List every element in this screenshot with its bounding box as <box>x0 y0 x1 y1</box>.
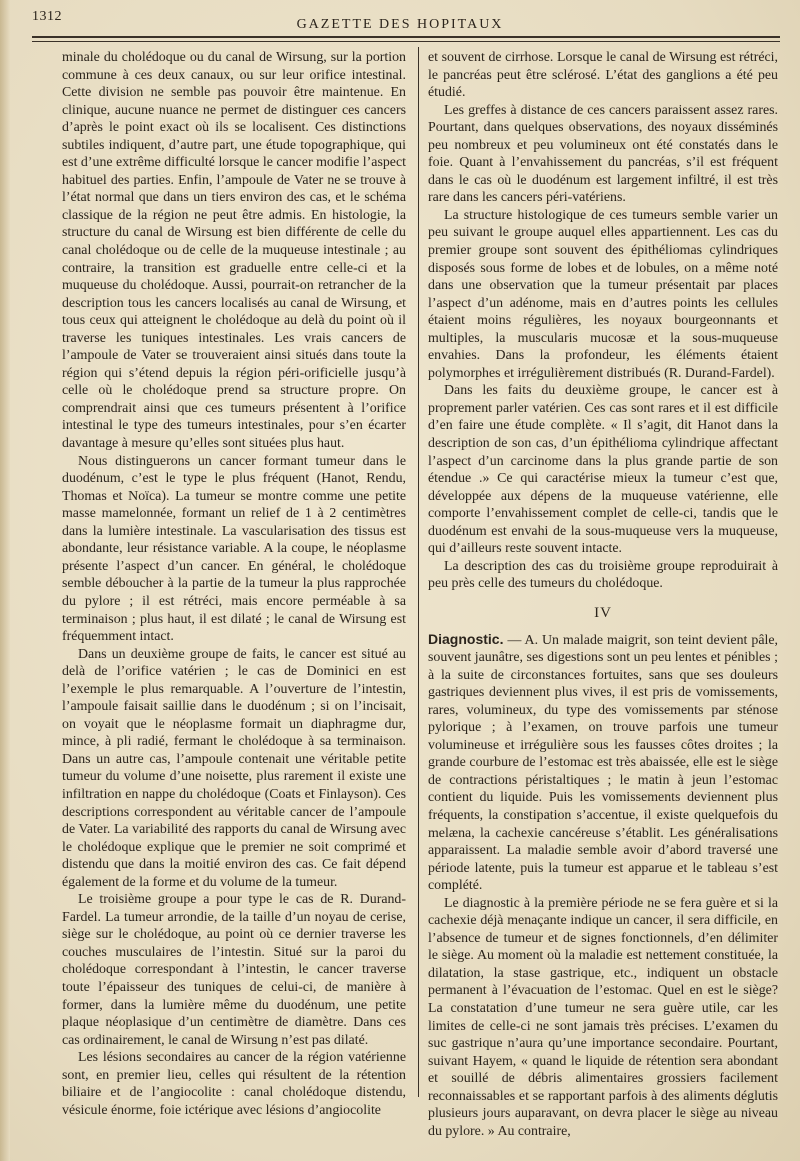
section-number: IV <box>594 604 612 621</box>
header-rule-thin <box>32 41 780 42</box>
left-column <box>62 49 406 1119</box>
binding-gutter <box>0 0 10 1161</box>
paragraph: Dans un deuxième groupe de faits, le cancer est situé au delà de l’orifice vatérien ; le cas de Dominici en est l’exemple le plus remarquable. A l’ouverture de l’intestin, l’ampoule faisait saillie dans le duodénum ; si on l’incisait, on voyait que le néoplasme formait un diaphragme dur, mince, à pli radié, fermant le cholédoque à sa terminaison. Dans un autre cas, l’ampoule contenait une véritable petite tumeur du volume d’une noisette, plus rarement il existe une infiltration en nappe du cholédoque (Coats et Finlayson). Ces descriptions correspondent au véritable cancer de l’ampoule de Vater. La variabilité des rapports du canal de Wirsung avec le cholédoque explique que le premier ne soit comprimé et distendu que dans la moitié environ des cas. Ce fait dépend également de la forme et du volume de la tumeur. <box>62 646 406 890</box>
paragraph: Les lésions secondaires au cancer de la région vatérienne sont, en premier lieu, celles qui résultent de la rétention biliaire et de l’angiocolite : canal cholédoque distendu, vésicule énorme, foie ictérique avec lésions d’angiocolite <box>62 1050 406 1118</box>
page-number: 1312 <box>32 9 62 24</box>
header-rule <box>32 36 780 38</box>
diagnostic-paragraph <box>428 631 778 895</box>
paragraph: et souvent de cirrhose. Lorsque le canal de Wirsung est rétréci, le pancréas peut être sclérosé. L’état des ganglions a été peu étudié. <box>428 50 778 101</box>
column-divider <box>418 47 419 1097</box>
paragraph: Les greffes à distance de ces cancers paraissent assez rares. Pourtant, dans quelques observations, des noyaux disséminés peu nombreux et peu volumineux ont été constatés dans le foie. Quant à l’envahissement du pancréas, s’il est fréquent dans le cas où le duodénum est largement infiltré, il est très rare dans les cancers péri-vatériens. <box>428 102 778 206</box>
diagnostic-text: — A. Un malade maigrit, son teint devient pâle, souvent jaunâtre, ses digestions sont un peu lentes et pénibles ; à la suite de circonstances fortuites, sans que ses douleurs gastriques deviennent plus vives, il est pris de vomissements, rares, volumineux, du type des vomissements par sténose pylorique ; à l’examen, on trouve parfois une tumeur volumineuse et irrégulière sous les fausses côtes droites ; la grande courbure de l’estomac est très abaissée, elle est le siège de contractions péristaltiques ; le matin à jeun l’estomac contient du liquide. Puis les vomissements deviennent plus fréquents, la constipation s’accentue, il existe quelquefois du melæna, la cachexie cancéreuse s’établit. Les généralisations apparaissent. La maladie semble avoir d’abord traversé une période latente, puis la tumeur est apparue et le tableau s’est complété. <box>428 632 778 894</box>
diagnostic-heading: Diagnostic. <box>428 630 504 647</box>
paragraph: La structure histologique de ces tumeurs semble varier un peu suivant le groupe auquel elles appartiennent. Les cas du premier groupe sont souvent des épithéliomas cylindriques disposés sous forme de lobes et de lobules, on a même noté dans une observation que la tumeur présentait par places l’aspect d’un adénome, mais en d’autres points les cellules étaient moins régulières, les noyaux bourgeonnants et multiples, la muscularis mucosæ et la sous-muqueuse envahies. Dans la profondeur, les éléments étaient polymorphes et irrégulièrement distribués (R. Durand-Fardel). <box>428 207 778 381</box>
paragraph: La description des cas du troisième groupe reproduirait à peu près celle des tumeurs du cholédoque. <box>428 558 778 592</box>
right-column <box>428 49 778 1140</box>
paragraph: Le diagnostic à la première période ne se fera guère et si la cachexie déjà menaçante indique un cancer, il sera difficile, en l’absence de tumeur et de signes fonctionnels, d’en délimiter le siège. Au moment où la maladie est nettement constituée, la dilatation, la stase gastrique, etc., indiquent un obstacle permanent à l’évacuation de l’estomac. Quel en est le siège? La constatation d’une tumeur ne sera guère utile, car les limites de celle-ci ne sont jamais très précises. L’examen du suc gastrique n’aura qu’une importance secondaire. Pourtant, suivant Hayem, « quand le liquide de rétention sera abondant et souillé de débris alimentaires grossiers facilement reconnaissables et se rapportant parfois à des aliments déglutis plusieurs jours auparavant, on devra placer le siège au niveau du pylore. » Au contraire, <box>428 895 778 1139</box>
paragraph: minale du cholédoque ou du canal de Wirsung, sur la portion commune à ces deux canaux, ou sur leur orifice intestinal. Cette division ne semble pas pouvoir être maintenue. En clinique, aucune nuance ne permet de distinguer ces cancers d’après le point exact où ils se localisent. Ces distinctions subtiles indiquent, d’autre part, une étude topographique, qui est d’une extrême difficulté lorsque le cancer modifie l’aspect habituel des parties. Enfin, l’ampoule de Vater ne se trouve à l’état normal que dans un tiers environ des cas, et le schéma classique de la région ne peut être admis. En histologie, la structure du canal de Wirsung est bien différente de celle du canal cholédoque ou de celle de la muqueuse intestinale ; au contraire, la transition est graduelle entre celle-ci et la muqueuse du cholédoque. Aussi, pourrait-on retrancher de la description tous les cancers localisés au canal de Wirsung, et tous ceux qui atteignent le cholédoque au delà du point où il traverse les tuniques intestinales. Les vrais cancers de l’ampoule de Vater se trouveraient ainsi situés dans toute la région qui s’étend depuis la région péri-orificielle jusqu’à celle où le cholédoque prend sa structure propre. On comprendrait ainsi que ces tumeurs présentent à l’orifice intestinal le type des tumeurs intestinales, pour s’en écarter davantage à mesure qu’elles sont situées plus haut. <box>62 50 406 452</box>
paragraph: Dans les faits du deuxième groupe, le cancer est à proprement parler vatérien. Ces cas sont rares et il est difficile d’en faire une étude complète. « Il s’agit, dit Hanot dans la description de son cas, d’un épithélioma cylindrique affectant l’aspect d’un carcinome dans la plus grande partie de son étendue .» Ce qui caractérise mieux la tumeur c’est que, développée aux dépens de la muqueuse vatérienne, elle comporte l’envahissement complet de celle-ci, tandis que le duodénum est envahi de la sous-muqueuse vers la muqueuse, qui d’ailleurs reste souvent intacte. <box>428 383 778 557</box>
running-title: GAZETTE DES HOPITAUX <box>296 17 504 32</box>
paragraph: Le troisième groupe a pour type le cas de R. Durand-Fardel. La tumeur arrondie, de la taille d’un noyau de cerise, siège sur le cholédoque, au point où ce dernier traverse les couches musculaires de l’intestin. Situé sur la paroi du cholédoque correspondant à l’intestin, le cancer traverse toute l’épaisseur des tuniques de celui-ci, de manière à former, dans la lumière même du duodénum, une petite plaque néoplasique d’un centimètre de diamètre. Dans ces cas ordinairement, le canal de Wirsung n’est pas dilaté. <box>62 892 406 1048</box>
paragraph: Nous distinguerons un cancer formant tumeur dans le duodénum, c’est le type le plus fréquent (Hanot, Rendu, Thomas et Noïca). La tumeur se montre comme une petite masse mamelonnée, formant un relief de 1 à 2 centimètres dans la lumière intestinale. La vascularisation des tissus est abondante, leur résistance variable. A la coupe, le néoplasme présente l’aspect d’un cancer. En général, le cholédoque semble déboucher à la partie de la tumeur la plus rapprochée du pylore ; il est rétréci, mais encore perméable à sa terminaison ; plus haut, il est dilaté ; le canal de Wirsung est fréquemment intact. <box>62 453 406 645</box>
